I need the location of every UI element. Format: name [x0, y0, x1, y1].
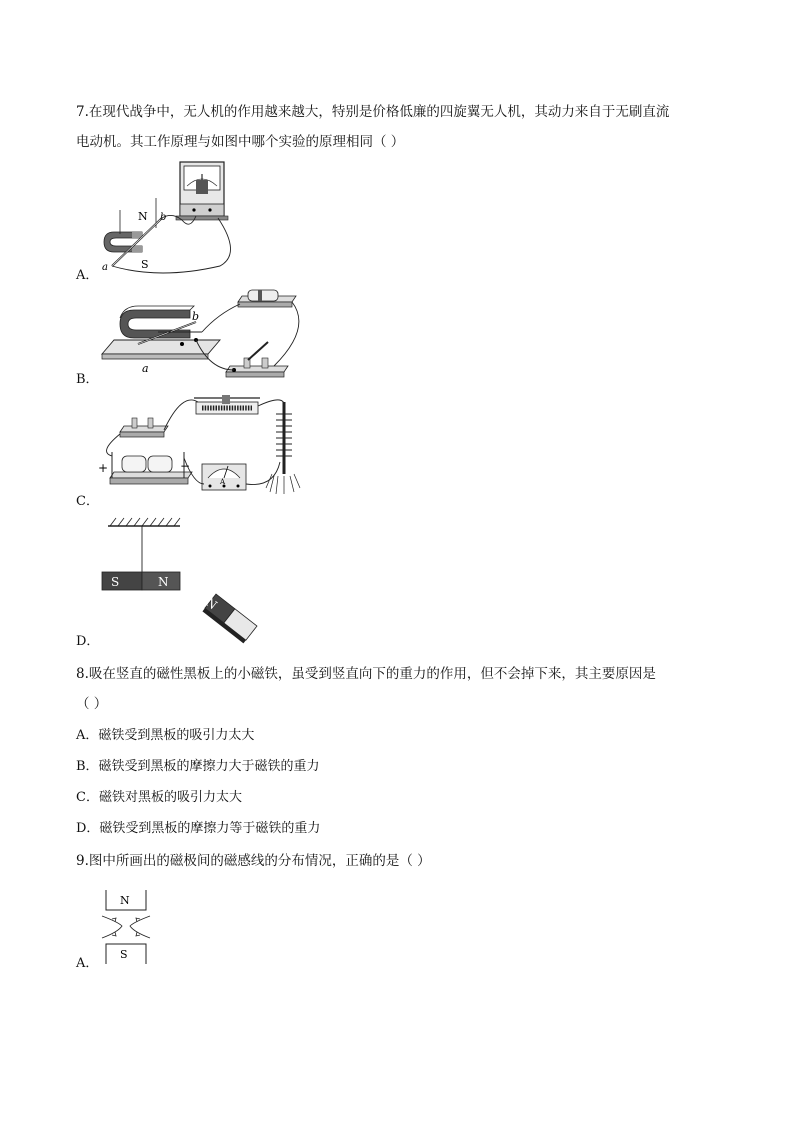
q7-figure-b-motor-experiment: [98, 284, 300, 384]
q8-option-c[interactable]: C．磁铁对黑板的吸引力太大: [76, 790, 242, 805]
pole-s-label: S: [120, 948, 128, 961]
q7-option-a-label[interactable]: A．: [76, 268, 99, 283]
rod-end-b-label: b: [192, 310, 200, 323]
q8-option-d[interactable]: D．磁铁受到黑板的摩擦力等于磁铁的重力: [76, 821, 321, 836]
q9-text-line1: 9.图中所画出的磁极间的磁感线的分布情况，正确的是（ ）: [76, 853, 431, 869]
q7-figure-c-electromagnet-experiment: [98, 392, 304, 498]
q9-figure-a-field-lines: [100, 888, 156, 966]
bar-magnet-s-label: S: [111, 575, 120, 589]
conductor-end-b-label: b: [160, 212, 167, 223]
ammeter-a-label: A: [220, 478, 226, 486]
q8-text-line2: （ ）: [76, 696, 108, 712]
pole-n-label: N: [120, 894, 130, 907]
q8-text-line1: 8.吸在竖直的磁性黑板上的小磁铁，虽受到竖直向下的重力的作用，但不会掉下来，其主要原因是: [76, 666, 656, 682]
magnet-n-label: N: [138, 210, 148, 223]
battery-minus-label: −: [180, 459, 191, 473]
q7-option-d-label[interactable]: D．: [76, 634, 100, 649]
rod-end-a-label: a: [142, 362, 149, 375]
bar-magnet-n-label: N: [158, 575, 169, 589]
q7-figure-d-magnet-repulsion: [98, 516, 268, 644]
q7-figure-a-galvanometer-experiment: [100, 158, 240, 278]
conductor-end-a-label: a: [102, 262, 108, 273]
q7-text-line2: 电动机。其工作原理与如图中哪个实验的原理相同（ ）: [76, 134, 405, 150]
tilted-magnet-n-label: N: [202, 594, 220, 613]
battery-plus-label: +: [98, 461, 109, 475]
q9-option-a-label[interactable]: A．: [76, 956, 99, 971]
q8-option-b[interactable]: B．磁铁受到黑板的摩擦力大于磁铁的重力: [76, 759, 320, 774]
q7-option-b-label[interactable]: B．: [76, 372, 99, 387]
q7-text-line1: 7.在现代战争中，无人机的作用越来越大，特别是价格低廉的四旋翼无人机，其动力来自于无刷直流: [76, 104, 670, 120]
magnet-s-label: S: [141, 258, 149, 271]
q7-option-c-label[interactable]: C．: [76, 494, 99, 509]
q8-option-a[interactable]: A．磁铁受到黑板的吸引力太大: [76, 728, 255, 743]
